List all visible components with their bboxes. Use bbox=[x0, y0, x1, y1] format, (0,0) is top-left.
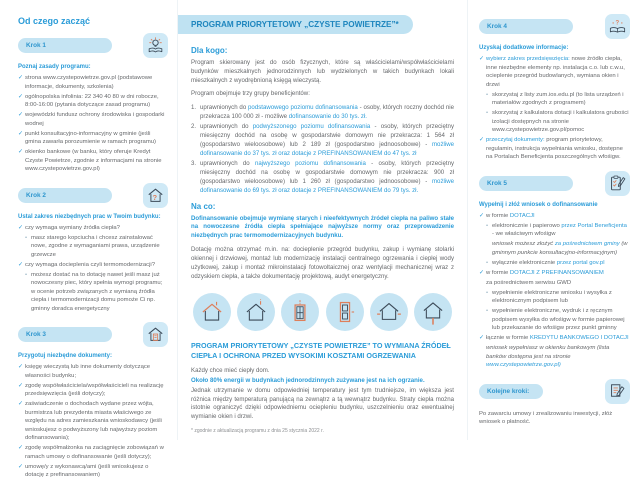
middle-column bbox=[178, 0, 468, 440]
step-header bbox=[18, 33, 168, 58]
check-icon: ✓ bbox=[479, 137, 484, 144]
house-attic-icon bbox=[237, 293, 275, 331]
right-column bbox=[468, 0, 640, 440]
krok-2-badge: Krok 2 bbox=[18, 188, 112, 203]
check-icon: ✓ bbox=[18, 261, 23, 268]
heading-na-co: Na co: bbox=[191, 201, 216, 211]
list-item bbox=[18, 463, 168, 480]
list-item bbox=[479, 269, 630, 278]
house-roof-insulation-icon bbox=[193, 293, 231, 331]
step-krok-5 bbox=[479, 171, 630, 370]
list-item bbox=[479, 91, 630, 108]
check-icon: ✓ bbox=[18, 224, 23, 231]
step-heading: Uzyskaj dodatkowe informacje: bbox=[479, 45, 569, 51]
list-item-text: uprawnionych do najwyższego poziomu dofinansowania - osoby, których przeciętny miesięczny dochód na osobę w gospodarstwie domowym nie przekracza: 900 zł (gospodarstwo wieloosobowe) lub 1 260 zł (gospodarstwo jednoosobowe) - możliwe dofinansowanie do 69 tys. zł oraz dotacje z PREFINANSOWANIEM do 79 tys. zł. bbox=[200, 160, 455, 194]
step-heading: Ustal zakres niezbędnych prac w Twoim budynku: bbox=[18, 213, 161, 220]
list-item bbox=[18, 74, 168, 91]
check-icon: ✓ bbox=[479, 269, 484, 276]
clipboard-pencil-icon bbox=[605, 171, 630, 196]
list-item bbox=[18, 271, 168, 314]
check-icon: ✓ bbox=[18, 75, 23, 82]
list-item bbox=[18, 400, 168, 443]
bullet-marker: • bbox=[486, 259, 489, 266]
checklist bbox=[479, 212, 630, 370]
list-item-text: okienko bankowe (w banku, który oferuje Kredyt Czyste Powietrze, zgodnie z informacjami na stronie www.czystepowietrze.gov.pl) bbox=[25, 149, 162, 173]
list-item bbox=[191, 104, 454, 122]
list-item-text: uprawnionych do podstawowego poziomu dofinansowania - osoby, których roczny dochód nie przekracza 100 000 zł - możliwe dofinansowanie do 30 tys. zł. bbox=[200, 104, 454, 121]
left-column bbox=[0, 0, 178, 479]
svg-text:?: ? bbox=[152, 192, 158, 202]
number-marker: 1. bbox=[191, 104, 197, 112]
step-heading: Przygotuj niezbędne dokumenty: bbox=[18, 353, 113, 360]
list-item-text: za pośrednictwem serwisu GWD bbox=[486, 279, 572, 286]
bullet-marker: • bbox=[486, 91, 489, 98]
list-item-text: zgodę współwłaściciela/współwłaścicieli na realizację przedsięwzięcia (jeśli dotyczy); bbox=[25, 382, 164, 398]
paragraph: Każdy chce mieć ciepły dom. bbox=[191, 367, 270, 375]
check-icon: ✓ bbox=[18, 445, 23, 452]
footnote: * zgodnie z aktualizacją programu z dnia 25 stycznia 2022 r. bbox=[191, 428, 324, 435]
check-icon: ✓ bbox=[18, 364, 23, 371]
check-icon: ✓ bbox=[18, 93, 23, 100]
step-heading: Wypełnij i złóż wniosek o dofinansowanie bbox=[479, 201, 598, 208]
paragraph: Program skierowany jest do osób fizycznych, które są właścicielami/współwłaścicielami budynków mieszkalnych jednorodzinnych lub wydzielonych w takich budynkach lokali mieszkalnych z wyodrębnioną księgą wieczystą. bbox=[191, 59, 454, 84]
krok-3-badge: Krok 3 bbox=[18, 327, 112, 342]
list-item bbox=[18, 234, 168, 260]
list-item-text: masz starego kopciucha i chcesz zainstalować nowe, zgodne z wymaganiami prawa, urządzenie grzewcze bbox=[31, 234, 160, 258]
list-item bbox=[479, 307, 630, 333]
section-heading-start: Od czego zacząć bbox=[18, 16, 91, 26]
next-steps-section bbox=[479, 379, 630, 427]
list-item-text: punkt konsultacyjno-informacyjny w gminie (jeśli gmina zawarła porozumienie w ramach programu) bbox=[25, 130, 156, 146]
step-krok-4 bbox=[479, 14, 630, 162]
page-title: PROGRAM PRIORYTETOWY „CZYSTE POWIETRZE”* bbox=[178, 15, 413, 34]
list-item-text: skorzystaj z kalkulatora dotacji i kalkulatora grubości izolacji dostępnych na stronie www.czystepowietrze.gov.pl/pomoc bbox=[492, 110, 629, 134]
bullet-marker: • bbox=[486, 308, 489, 315]
list-item bbox=[479, 212, 630, 221]
list-item-text: umowę/y z wykonawcą/ami (jeśli wnioskujesz o dotację z prefinansowaniem) bbox=[25, 463, 149, 479]
book-question-icon bbox=[605, 14, 630, 39]
step-header bbox=[18, 322, 168, 347]
bottom-section-heading: PROGRAM PRIORYTETOWY „CZYSTE POWIETRZE” TO WYMIANA ŹRÓDEŁ CIEPŁA I OCHRONA PRZED WYSOKIMI KOSZTAMI OGRZEWANIA bbox=[191, 341, 451, 360]
list-item bbox=[479, 55, 630, 89]
list-item bbox=[479, 279, 630, 288]
window-replacement-icon bbox=[281, 293, 319, 331]
check-icon: ✓ bbox=[18, 112, 23, 119]
list-item-text: wypełnienie elektroniczne wniosku i wysyłka z elektronicznym podpisem lub bbox=[492, 289, 612, 305]
step-krok-2 bbox=[18, 183, 168, 314]
list-item bbox=[479, 289, 630, 306]
check-icon: ✓ bbox=[479, 335, 484, 342]
list-item bbox=[18, 382, 168, 399]
list-item bbox=[191, 160, 454, 195]
krok-1-badge: Krok 1 bbox=[18, 38, 112, 53]
check-icon: ✓ bbox=[18, 382, 23, 389]
list-item-text: możesz dostać na to dotację nawet jeśli masz już nowoczesny piec, który spełnia wymogi programu; w ocenie potrzeb związanych z wymianą źródła ciepła i termomodernizacji domu pomoże Ci np. gminny doradca energetyczny bbox=[31, 271, 163, 312]
list-item-text: wniosek wypełniasz w okienku bankowym (lista banków dostępna jest na stronie www.czystepowietrze.gov.pl) bbox=[486, 345, 610, 369]
list-item bbox=[479, 136, 630, 162]
list-item bbox=[479, 259, 630, 268]
list-item-text: zaświadczenie o dochodach wydane przez wójta, burmistrza lub prezydenta miasta właściwego ze względu na adres zamieszkania wnioskodawcy (jeśli wnioskujesz o podwyższony lub najwyższy poziom dofinansowania); bbox=[25, 401, 162, 442]
door-replacement-icon bbox=[326, 293, 364, 331]
list-item bbox=[18, 111, 168, 128]
list-item bbox=[18, 224, 168, 233]
list-item bbox=[18, 93, 168, 110]
list-item bbox=[479, 240, 630, 257]
paragraph-highlight: Około 80% energii w budynkach jednorodzinnych zużywane jest na ich ogrzanie. bbox=[191, 376, 425, 384]
step-header bbox=[479, 14, 630, 39]
document-pencil-icon bbox=[605, 379, 630, 404]
paragraph: Jednak utrzymanie w domu odpowiedniej temperatury jest tym trudniejsze, im większa jest różnica między temperaturą panującą na zewnątrz a tą wewnątrz budynku. Straty ciepła można istotnie ograniczyć dzięki odpowiedniemu ociepleniu budynku, uszczelnieniu oraz ewentualnej wymianie okien i drzwi. bbox=[191, 386, 454, 421]
next-steps-badge: Kolejne kroki: bbox=[479, 384, 543, 399]
check-icon: ✓ bbox=[18, 149, 23, 156]
svg-text:?: ? bbox=[615, 20, 620, 27]
step-header bbox=[18, 183, 168, 208]
number-marker: 3. bbox=[191, 160, 197, 168]
list-item-text: czy wymaga docieplenia czyli termomodernizacji? bbox=[25, 261, 155, 268]
list-item bbox=[18, 363, 168, 380]
list-item-text: przeczytaj dokumenty: program priorytetowy, regulamin, instrukcja wypełniania wniosku, dostępne na Portalach Beneficjenta poszczególnych wfośigw. bbox=[486, 137, 623, 161]
paragraph: Dotację można otrzymać m.in. na: docieplenie przegród budynku, zakup i wymianę stolarki okiennej i drzwiowej, montaż lub modernizację instalacji centralnego ogrzewania i ciepłej wody użytkowej, zakup i montaż mikroinstalacji fotowoltaicznej oraz wentylacji mechanicznej wraz z odzyskiem ciepła, a także dokumentację projektową, audyt energetyczny. bbox=[191, 246, 454, 280]
check-icon: ✓ bbox=[18, 401, 23, 408]
check-icon: ✓ bbox=[18, 130, 23, 137]
checklist bbox=[18, 224, 168, 314]
list-item-text: strona www.czystepowietrze.gov.pl (podstawowe informacje, dokumenty, szkolenia) bbox=[25, 75, 153, 90]
next-steps-text: Po zawarciu umowy i zrealizowaniu inwestycji, złóż wniosek o płatność. bbox=[479, 410, 613, 426]
list-item bbox=[18, 444, 168, 461]
step-heading: Poznaj zasady programu: bbox=[18, 64, 91, 70]
list-item-text: ogólnopolska infolinia: 22 340 40 80 w dni robocze, 8:00-16:00 (pytania dotyczące zasad programu) bbox=[25, 93, 159, 109]
step-header bbox=[479, 171, 630, 196]
checklist bbox=[18, 74, 168, 174]
list-item-text: księgę wieczystą lub inne dokumenty dotyczące własności budynku; bbox=[25, 364, 151, 379]
bullet-marker: • bbox=[25, 271, 28, 278]
lightbulb-book-icon bbox=[143, 33, 168, 58]
house-question-icon bbox=[143, 183, 168, 208]
list-item-text: w formie DOTACJI bbox=[486, 212, 535, 219]
bullet-marker: • bbox=[25, 234, 28, 241]
list-item-text: uprawnionych do podwyższonego poziomu dofinansowania - osoby, których przeciętny miesięczny dochód na osobę w gospodarstwie domowym nie przekracza: 1 564 zł (gospodarstwo wieloosobowe) lub 2 189 zł (gospodarstwo jednoosobowe) - możliwe dofinansowanie do 37 tys. zł oraz dotacje z PREFINANSOWANIEM do 47 tys. zł bbox=[200, 123, 454, 157]
list-item-text: skorzystaj z listy zum.ios.edu.pl (to lista urządzeń i materiałów zgodnych z programem) bbox=[492, 91, 624, 107]
house-document-icon bbox=[143, 322, 168, 347]
list-item bbox=[479, 222, 630, 239]
bullet-marker: • bbox=[486, 289, 489, 296]
bullet-marker: • bbox=[486, 110, 489, 117]
list-item bbox=[18, 148, 168, 174]
list-item-text: wyłącznie elektronicznie przez portal gov.pl bbox=[492, 259, 605, 266]
check-icon: ✓ bbox=[479, 56, 484, 63]
beneficiary-list bbox=[191, 104, 454, 195]
list-item-text: czy wymaga wymiany źródła ciepła? bbox=[25, 224, 120, 231]
list-item bbox=[18, 261, 168, 270]
step-header bbox=[479, 379, 630, 404]
list-item-text: w formie DOTACJI Z PREFINANSOWANIEM bbox=[486, 269, 604, 276]
paragraph: Program obejmuje trzy grupy beneficjentów: bbox=[191, 90, 310, 98]
step-krok-1 bbox=[18, 33, 168, 174]
list-item-text: elektronicznie i papierowo przez Portal Beneficjenta - we właściwym wfośigw bbox=[492, 222, 627, 238]
list-item-text: zgodę współmałżonka na zaciągnięcie zobowiązań w ramach umowy o dofinansowanie (jeśli dotyczy); bbox=[25, 445, 164, 460]
list-item-text: wybierz zakres przedsięwzięcia: nowe źródło ciepła, inne niezbędne elementy np. instalacja c.o. lub c.w.u, ocieplenie przegród budowlanych, wymiana okien i drzwi bbox=[486, 56, 625, 88]
list-item-text: łącznie w formie KREDYTU BANKOWEGO I DOTACJI bbox=[486, 335, 629, 342]
list-item bbox=[479, 109, 630, 135]
checklist bbox=[479, 55, 630, 162]
check-icon: ✓ bbox=[18, 463, 23, 470]
list-item bbox=[18, 130, 168, 147]
list-item-text: wojewódzki fundusz ochrony środowiska i gospodarki wodnej bbox=[25, 112, 165, 127]
check-icon: ✓ bbox=[479, 212, 484, 219]
step-krok-3 bbox=[18, 322, 168, 480]
list-item-text: wniosek możesz złożyć za pośrednictwem gminy (w gminnym punkcie konsultacyjno-informacyjnym) bbox=[492, 241, 628, 256]
list-item-text: wypełnienie elektroniczne, wydruk i z ręcznym podpisem wysyłka do wfośigw w formie papierowej lub przekazanie do wfośigw przez punkt gminny bbox=[492, 308, 625, 332]
krok-5-badge: Krok 5 bbox=[479, 176, 573, 191]
renovation-icons-row bbox=[193, 293, 452, 331]
list-item bbox=[191, 123, 454, 158]
paragraph-highlight: Dofinansowanie obejmuje wymianę starych i nieefektywnych źródeł ciepła na paliwo stałe na nowoczesne źródła ciepła spełniające najwyższe normy oraz przeprowadzenie niezbędnych prac termomodernizacyjnych budynku. bbox=[191, 214, 454, 240]
list-item bbox=[479, 344, 630, 370]
checklist bbox=[18, 363, 168, 480]
number-marker: 2. bbox=[191, 123, 197, 131]
wall-insulation-icon bbox=[370, 293, 408, 331]
heading-dla-kogo: Dla kogo: bbox=[191, 46, 228, 55]
bullet-marker: • bbox=[486, 222, 489, 229]
krok-4-badge: Krok 4 bbox=[479, 19, 573, 34]
house-foundation-icon bbox=[414, 293, 452, 331]
list-item bbox=[479, 334, 630, 343]
